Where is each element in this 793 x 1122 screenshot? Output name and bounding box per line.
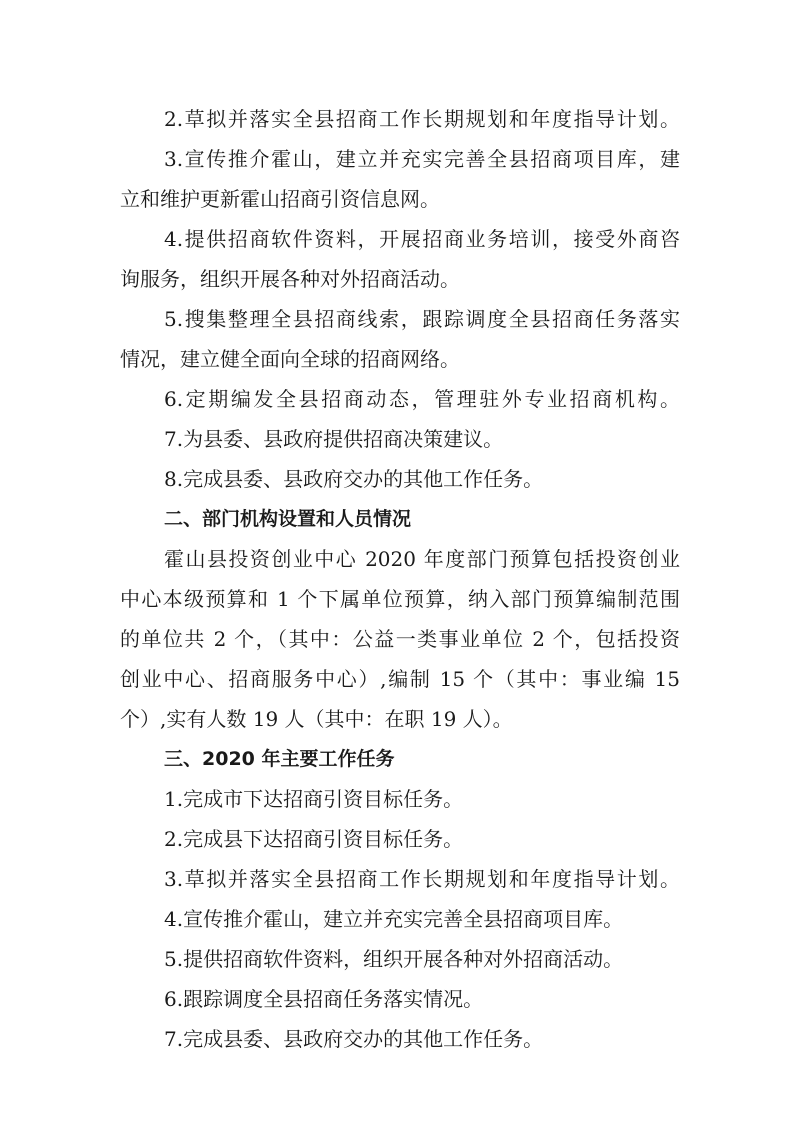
paragraph-line: 3.宣传推介霍山，建立并充实完善全县招商项目库，建 (164, 147, 680, 171)
paragraph-line: 个）,实有人数 19 人（其中：在职 19 人）。 (120, 707, 513, 731)
section-heading: 二、部门机构设置和人员情况 (164, 508, 412, 530)
paragraph-line: 6.定期编发全县招商动态，管理驻外专业招商机构。 (164, 387, 680, 411)
paragraph-line: 5.搜集整理全县招商线索，跟踪调度全县招商任务落实 (164, 307, 680, 331)
paragraph-line: 3.草拟并落实全县招商工作长期规划和年度指导计划。 (164, 867, 680, 891)
paragraph-line: 8.完成县委、县政府交办的其他工作任务。 (164, 467, 544, 491)
paragraph-line: 创业中心、招商服务中心）,编制 15 个（其中：事业编 15 (120, 667, 680, 691)
paragraph-line: 7.为县委、县政府提供招商决策建议。 (164, 427, 504, 451)
paragraph-line: 2.完成县下达招商引资目标任务。 (164, 827, 464, 851)
paragraph-line: 中心本级预算和 1 个下属单位预算，纳入部门预算编制范围 (120, 587, 680, 611)
section-heading: 三、2020 年主要工作任务 (164, 748, 395, 770)
paragraph-line: 6.跟踪调度全县招商任务落实情况。 (164, 987, 484, 1011)
paragraph-line: 立和维护更新霍山招商引资信息网。 (120, 187, 440, 211)
paragraph-line: 5.提供招商软件资料，组织开展各种对外招商活动。 (164, 947, 624, 971)
paragraph-line: 4.提供招商软件资料，开展招商业务培训，接受外商咨 (164, 227, 680, 251)
paragraph-line: 霍山县投资创业中心 2020 年度部门预算包括投资创业 (164, 547, 680, 571)
paragraph-line: 情况，建立健全面向全球的招商网络。 (120, 347, 460, 371)
paragraph-line: 4.宣传推介霍山，建立并充实完善全县招商项目库。 (164, 907, 624, 931)
paragraph-line: 1.完成市下达招商引资目标任务。 (164, 787, 464, 811)
paragraph-line: 询服务，组织开展各种对外招商活动。 (120, 267, 460, 291)
paragraph-line: 7.完成县委、县政府交办的其他工作任务。 (164, 1027, 544, 1051)
paragraph-line: 2.草拟并落实全县招商工作长期规划和年度指导计划。 (164, 107, 680, 131)
paragraph-line: 的单位共 2 个，（其中：公益一类事业单位 2 个，包括投资 (120, 627, 680, 651)
